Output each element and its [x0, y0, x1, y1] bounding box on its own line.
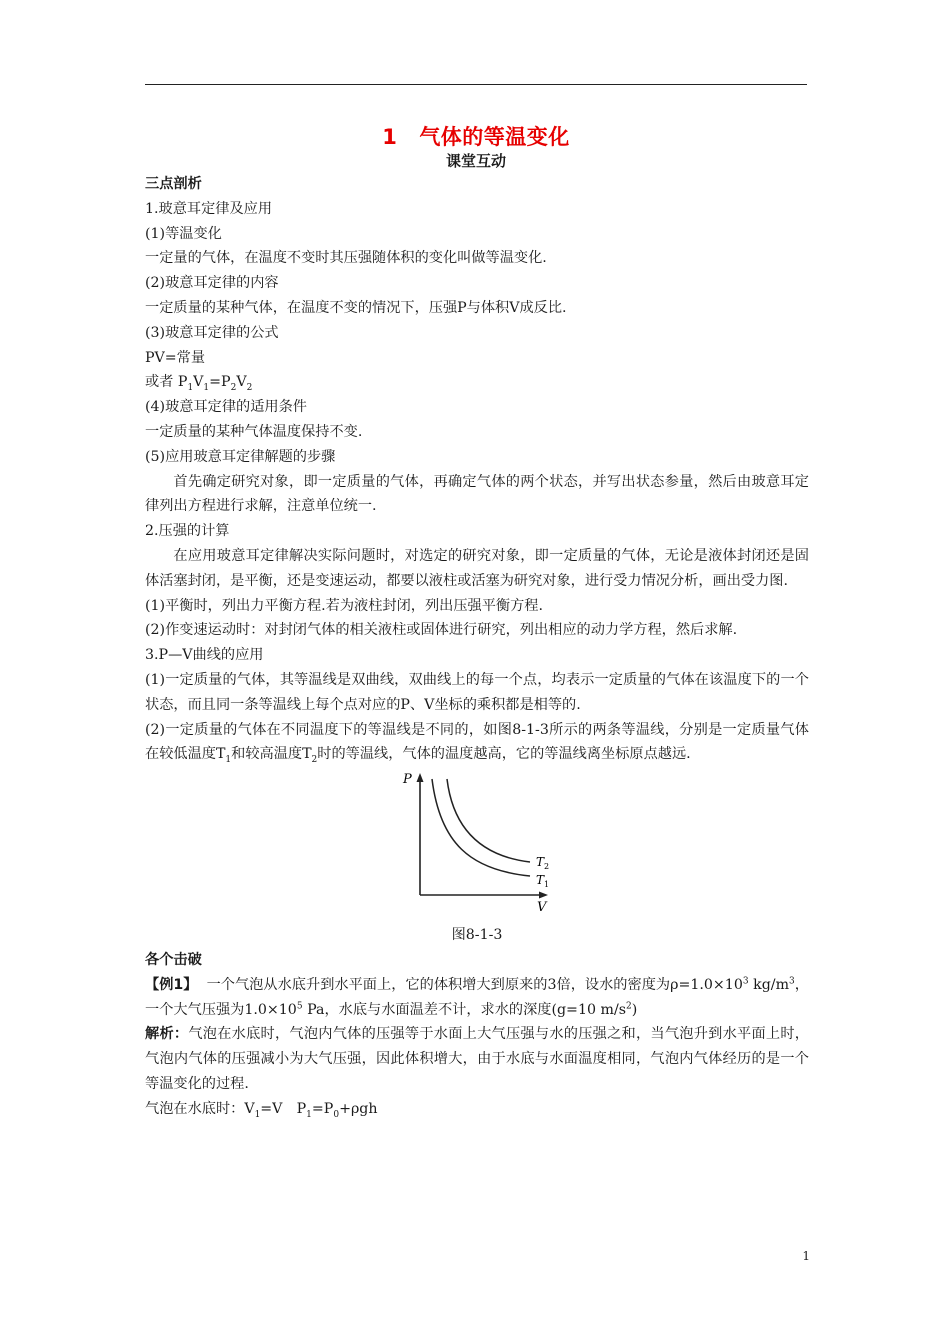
text-run: 气泡在水底时：V: [145, 1100, 255, 1117]
paragraph: 3.P—V曲线的应用: [145, 647, 264, 664]
figure-caption: 图8-1-3: [451, 927, 503, 944]
t-subscript: 1: [544, 880, 550, 890]
t-letter: T: [536, 873, 545, 888]
paragraph: 在应用玻意耳定律解决实际问题时，对选定的研究对象，即一定质量的气体，无论是液体封闭还是固体活塞封闭，是平衡，还是变速运动，都要以液柱或活塞为研究对象，进行受力情况分析，画出受力图.: [145, 547, 809, 589]
paragraph: 1.玻意耳定律及应用: [145, 200, 273, 217]
formula-line-2: [145, 370, 809, 395]
subscript: 1: [203, 383, 210, 394]
p-axis-label: P: [403, 773, 412, 788]
paragraph: 一定质量的某种气体，在温度不变的情况下，压强P与体积V成反比.: [145, 299, 567, 316]
subscript: 0: [333, 1109, 340, 1120]
v-axis-label: V: [537, 900, 547, 916]
v-axis-arrow-icon: [539, 892, 548, 899]
text-run: =P: [311, 1100, 334, 1117]
text-run: (2)一定质量的气体在不同温度下的等温线是不同的，如图8-1-3所示的两条等温线，分别是一定质量气体在较低温度T: [145, 721, 809, 763]
paragraph: 一定质量的某种气体温度保持不变.: [145, 423, 363, 440]
text-run: 气泡在水底时，气泡内气体的压强等于水面上大气压强与水的压强之和，当气泡升到水平面上时，气泡内气体的压强减小为大气压强，因此体积增大，由于水底与水面温度相同，气泡内气体经历的是一个等温变化的过程.: [145, 1026, 809, 1092]
title-text: 气体的等温变化: [419, 125, 570, 149]
superscript: 3: [742, 975, 749, 986]
formula-text: =P: [209, 374, 231, 391]
pv-isotherm-diagram: [400, 773, 550, 923]
subscript: 1: [225, 755, 232, 766]
formula-text: V: [193, 374, 204, 391]
section-heading-examples: 各个击破: [145, 951, 202, 968]
paragraph: (3)玻意耳定律的公式: [145, 324, 279, 341]
paragraph: (1)等温变化: [145, 225, 222, 242]
document-body: [145, 172, 809, 1122]
text-run: Pa，水底与水面温差不计，求水的深度(g=10 m/s: [302, 1001, 627, 1018]
isotherm-t1-curve: [432, 779, 530, 876]
example-label: 【例1】: [145, 976, 198, 993]
t2-label: [536, 855, 549, 871]
solution-label: 解析：: [145, 1026, 189, 1043]
title-number: 1: [382, 125, 398, 149]
text-run: 时的等温线，气体的温度越高，它的等温线离坐标原点越远.: [317, 746, 691, 763]
text-run: ，一个大气压强为1.0×10: [145, 976, 809, 1018]
section-heading-analysis: 三点剖析: [145, 176, 202, 192]
page-subtitle: 课堂互动: [445, 152, 506, 170]
paragraph: [145, 718, 809, 768]
example-paragraph: [145, 973, 809, 1023]
subscript: 1: [187, 383, 194, 394]
formula-line: PV=常量: [145, 349, 206, 366]
isotherm-t2-curve: [447, 779, 530, 862]
paragraph: (2)玻意耳定律的内容: [145, 275, 279, 292]
paragraph: (5)应用玻意耳定律解题的步骤: [145, 448, 336, 465]
page-title: [145, 121, 807, 151]
subscript: 1: [306, 1109, 312, 1120]
paragraph: 一定量的气体，在温度不变时其压强随体积的变化叫做等温变化.: [145, 250, 547, 267]
subscript: 2: [246, 383, 253, 394]
paragraph: 首先确定研究对象，即一定质量的气体，再确定气体的两个状态，并写出状态参量，然后由玻意耳定律列出方程进行求解，注意单位统一.: [145, 473, 809, 515]
superscript: 2: [626, 1000, 632, 1011]
text-run: =V P: [260, 1100, 307, 1117]
formula-line-3: [145, 1097, 809, 1122]
t1-label: [536, 873, 549, 889]
paragraph: (2)作变速运动时：对封闭气体的相关液柱或固体进行研究，列出相应的动力学方程，然后求解.: [145, 622, 738, 639]
paragraph: (1)一定质量的气体，其等温线是双曲线，双曲线上的每一个点，均表示一定质量的气体在该温度下的一个状态，而且同一条等温线上每个点对应的P、V坐标的乘积都是相等的.: [145, 671, 809, 713]
formula-text: V: [236, 374, 247, 391]
header-rule: [145, 84, 807, 85]
t-letter: T: [536, 855, 545, 870]
pv-figure: [145, 773, 809, 923]
subscript: 2: [311, 755, 318, 766]
subscript: 1: [254, 1109, 261, 1120]
paragraph: (1)平衡时，列出力平衡方程.若为液柱封闭，列出压强平衡方程.: [145, 597, 543, 614]
superscript: 3: [789, 975, 795, 986]
superscript: 5: [296, 1000, 303, 1011]
text-run: ): [631, 1001, 638, 1018]
formula-text: 或者 P: [145, 374, 188, 391]
text-run: +ρgh: [339, 1100, 378, 1117]
page-number: 1: [802, 1249, 810, 1263]
text-run: kg/m: [748, 976, 790, 993]
paragraph: 2.压强的计算: [145, 523, 230, 540]
p-axis-arrow-icon: [417, 773, 424, 782]
text-run: 和较高温度T: [231, 746, 312, 763]
solution-paragraph: [145, 1022, 809, 1096]
subscript: 2: [230, 383, 237, 394]
paragraph: (4)玻意耳定律的适用条件: [145, 399, 307, 416]
t-subscript: 2: [544, 862, 550, 872]
text-run: 一个气泡从水底升到水平面上，它的体积增大到原来的3倍，设水的密度为ρ=1.0×10: [206, 976, 743, 993]
